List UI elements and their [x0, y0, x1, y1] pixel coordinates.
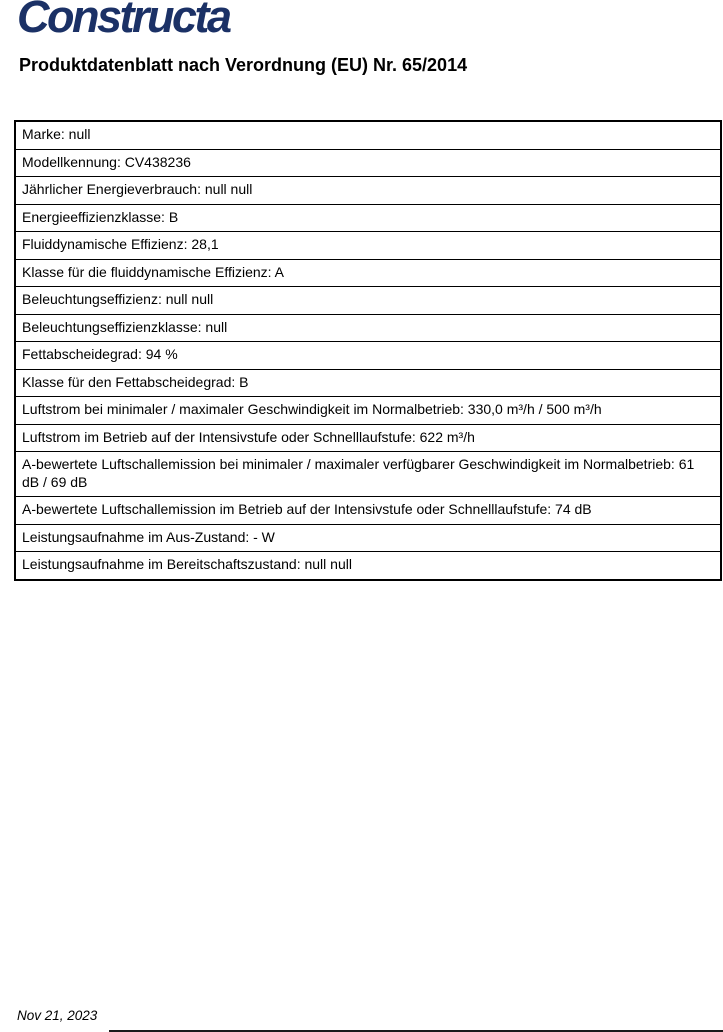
table-cell: Leistungsaufnahme im Aus-Zustand: - W: [15, 524, 721, 552]
page-title: Produktdatenblatt nach Verordnung (EU) Nr. 65/2014: [19, 55, 468, 75]
table-cell: Klasse für die fluiddynamische Effizienz: A: [15, 259, 721, 287]
table-row: [15, 524, 721, 552]
table-cell: Beleuchtungseffizienz: null null: [15, 287, 721, 315]
table-cell: Klasse für den Fettabscheidegrad: B: [15, 369, 721, 397]
constructa-logo: Constructa: [17, 0, 230, 42]
table-cell: Beleuchtungseffizienzklasse: null: [15, 314, 721, 342]
table-row: [15, 552, 721, 580]
table-row: [15, 149, 721, 177]
table-row: [15, 424, 721, 452]
table-cell: Marke: null: [22, 126, 91, 142]
table-row: [15, 177, 721, 205]
table-row: [15, 397, 721, 425]
table-cell: A-bewertete Luftschallemission im Betrieb auf der Intensivstufe oder Schnelllaufstufe: 74 dB: [15, 497, 721, 525]
table-row: [15, 497, 721, 525]
table-cell: Luftstrom im Betrieb auf der Intensivstufe oder Schnelllaufstufe: 622 m³/h: [15, 424, 721, 452]
table-row: [15, 342, 721, 370]
table-cell: Modellkennung: CV438236: [15, 149, 721, 177]
table-row: [15, 452, 721, 497]
product-table-body: [15, 121, 721, 580]
product-data-table: [14, 120, 722, 581]
table-cell: Leistungsaufnahme im Bereitschaftszustand: null null: [15, 552, 721, 580]
table-row: [15, 259, 721, 287]
table-cell: Energieeffizienzklasse: B: [15, 204, 721, 232]
table-cell: Jährlicher Energieverbrauch: null null: [15, 177, 721, 205]
table-cell: Fettabscheidegrad: 94 %: [15, 342, 721, 370]
footer-date: Nov 21, 2023: [17, 1008, 98, 1023]
table-row: [15, 314, 721, 342]
table-row: [15, 287, 721, 315]
table-cell: A-bewertete Luftschallemission bei minimaler / maximaler verfügbarer Geschwindigkeit im Normalbetrieb: 61 dB / 69 dB: [15, 452, 721, 497]
table-cell: Luftstrom bei minimaler / maximaler Geschwindigkeit im Normalbetrieb: 330,0 m³/h / 500 m³/h: [15, 397, 721, 425]
table-row: [15, 232, 721, 260]
table-cell: Fluiddynamische Effizienz: 28,1: [15, 232, 721, 260]
table-row: [15, 121, 721, 149]
table-row: [15, 369, 721, 397]
table-row: [15, 204, 721, 232]
